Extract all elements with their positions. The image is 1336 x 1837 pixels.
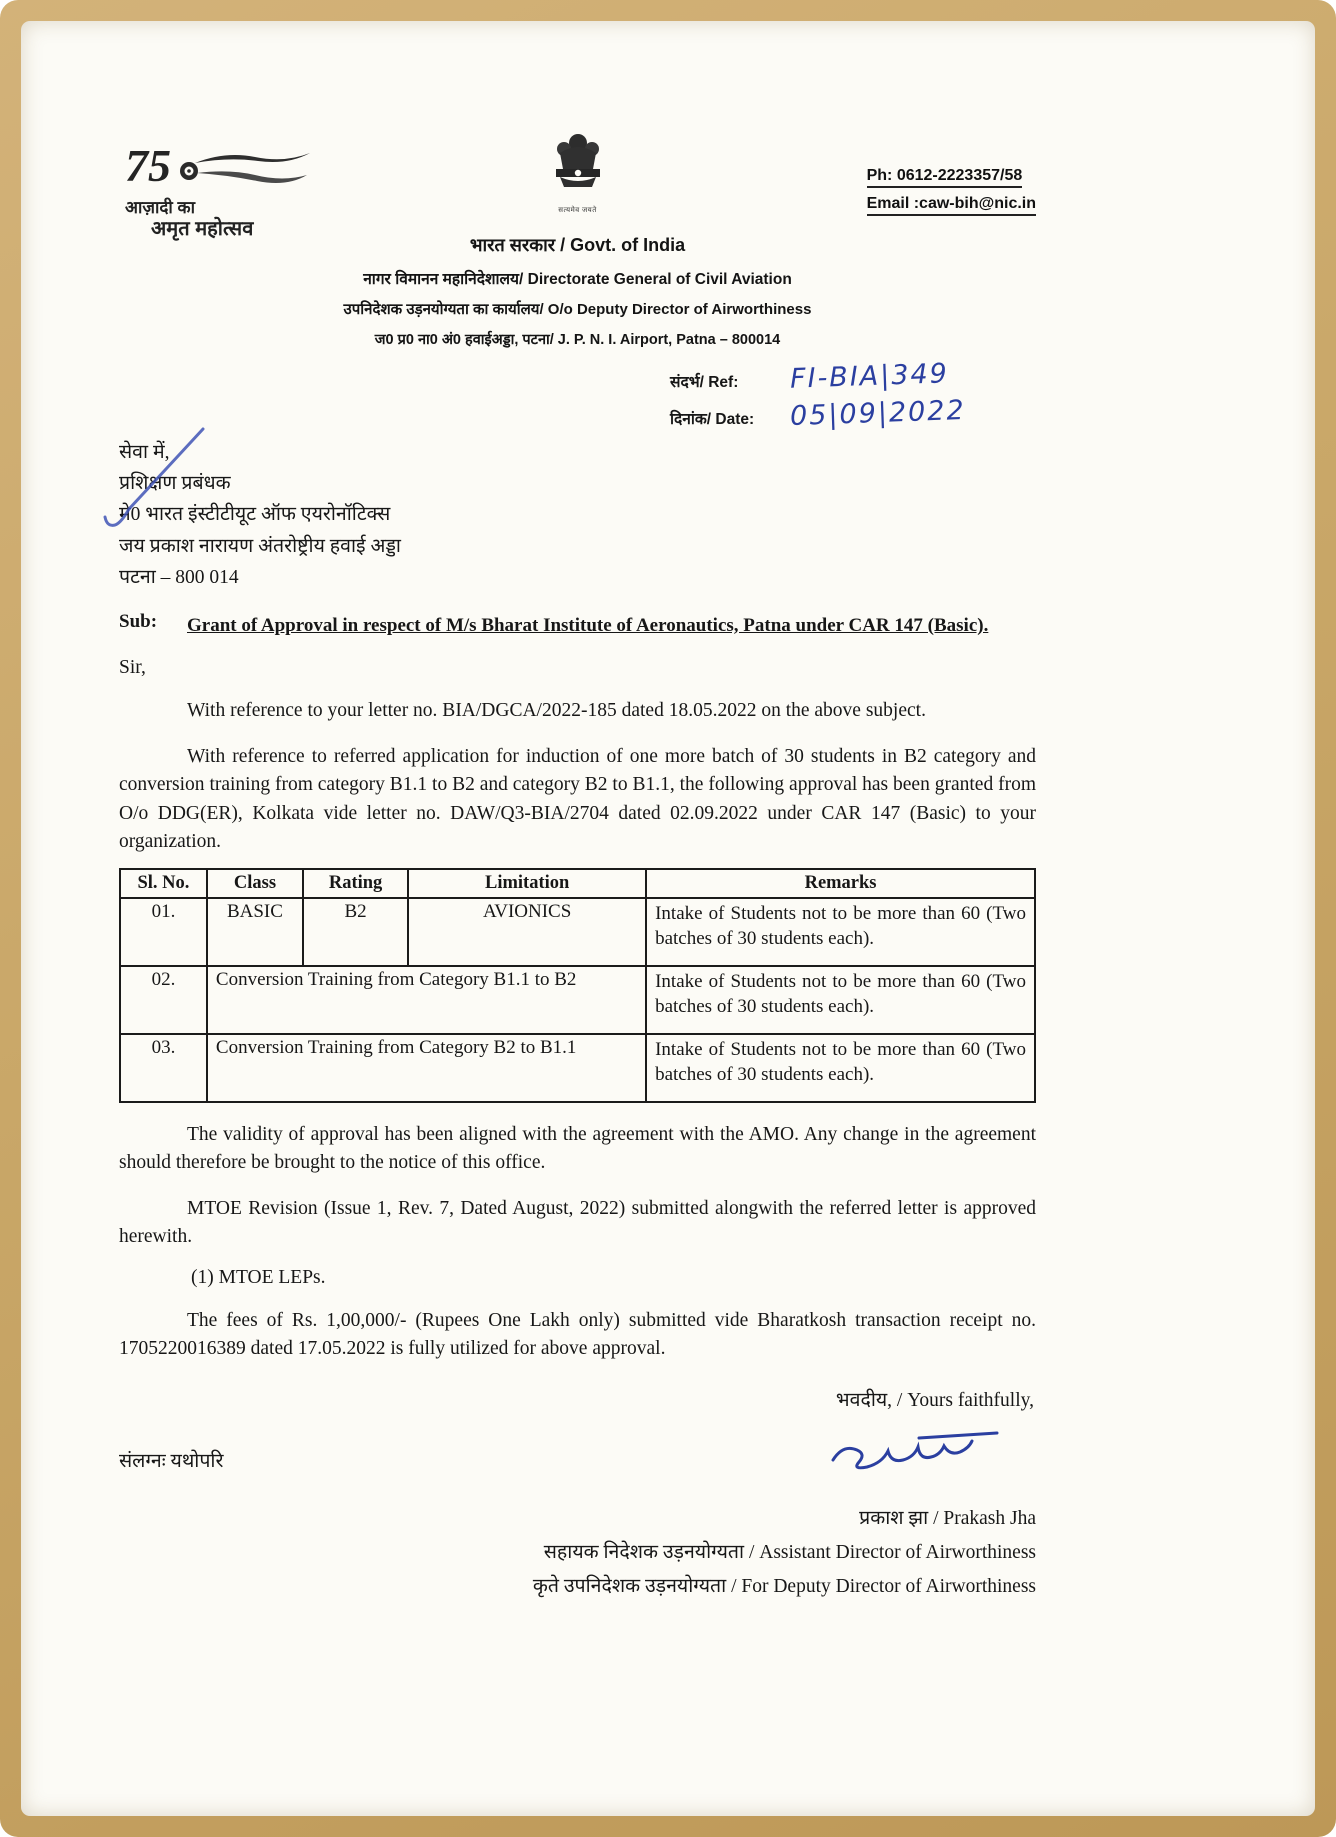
recipient-line-city-pin: पटना – 800 014 <box>119 566 239 588</box>
table-row <box>120 966 1035 1034</box>
letter-page <box>21 21 1315 1816</box>
reference-value-handwritten: FI-BIA|349 <box>789 358 950 395</box>
closing-row <box>119 1430 1036 1598</box>
paragraph-mtoe-revision: MTOE Revision (Issue 1, Rev. 7, Dated August, 2022) submitted alongwith the referred letter is approved herewith. <box>119 1197 1036 1247</box>
header-limitation: Limitation <box>408 869 646 898</box>
recipient-line-institute: मे0 भारत इंस्टीटीयूट ऑफ एयरोनॉटिक्स <box>119 504 391 526</box>
azadi-75-flag-icon <box>125 141 315 193</box>
header-sl-no: Sl. No. <box>120 869 207 898</box>
recipient-address <box>119 437 1036 593</box>
subject-line <box>119 611 1036 641</box>
header-class: Class <box>207 869 303 898</box>
svg-text:75: 75 <box>125 141 171 191</box>
table-row <box>120 1034 1035 1102</box>
cell-sl-no: 01. <box>120 898 207 966</box>
list-item-mtoe-leps: (1) MTOE LEPs. <box>191 1267 326 1289</box>
approval-table <box>119 868 1036 1103</box>
cell-remarks: Intake of Students not to be more than 60 (Two batches of 30 students each). <box>646 966 1035 1034</box>
cell-sl-no: 03. <box>120 1034 207 1102</box>
azadi-logo-text <box>125 198 315 241</box>
paragraph-fees: The fees of Rs. 1,00,000/- (Rupees One Lakh only) submitted vide Bharatkosh transaction receipt no. 1705220016389 dated 17.05.2022 is fully utilized for above approval. <box>119 1310 1036 1360</box>
azadi-logo-line1: आज़ादी का <box>125 198 196 217</box>
azadi-logo-line2: अमृत महोत्सव <box>151 217 254 240</box>
cell-remarks: Intake of Students not to be more than 60 (Two batches of 30 students each). <box>646 898 1035 966</box>
subject-text: Grant of Approval in respect of M/s Bharat Institute of Aeronautics, Patna under CAR 147 (Basic). <box>187 614 989 636</box>
azadi-ka-amrit-mahotsav-logo <box>125 141 315 241</box>
cell-remarks: Intake of Students not to be more than 60 (Two batches of 30 students each). <box>646 1034 1035 1102</box>
signatory-name: प्रकाश झा / Prakash Jha <box>859 1508 1036 1530</box>
paragraph-approval-granted: With reference to referred application for induction of one more batch of 30 students in B2 category and conversion training from category B1.1 to B2 and category B2 to B1.1, the following approval has been granted from O/o DDG(ER), Kolkata vide letter no. DAW/Q3-BIA/2704 dated 02.09.2022 under CAR 147 (Basic) to your organization. <box>119 746 1036 852</box>
cell-conversion-description: Conversion Training from Category B1.1 to B2 <box>207 966 646 1034</box>
cell-sl-no: 02. <box>120 966 207 1034</box>
email-address: Email :caw-bih@nic.in <box>867 195 1036 216</box>
ashoka-lion-capital-icon <box>546 129 610 203</box>
recipient-line-seva-mein: सेवा में, <box>119 442 170 463</box>
signatory-for-designation: कृते उपनिदेशक उड़नयोग्यता / For Deputy Director of Airworthiness <box>532 1576 1036 1598</box>
header-remarks: Remarks <box>646 869 1035 898</box>
reference-label: संदर्भ/ Ref: <box>670 374 739 391</box>
signature-block <box>533 1430 1036 1598</box>
recipient-line-airport: जय प्रकाश नारायण अंतरोष्ट्रीय हवाई अड्डा <box>119 535 401 557</box>
letterhead-office: उपनिदेशक उड़नयोग्यता का कार्यालय/ O/o Deputy Director of Airworthiness <box>343 301 812 318</box>
header-rating: Rating <box>303 869 408 898</box>
contact-block <box>867 167 1036 223</box>
letterhead-govt-of-india: भारत सरकार / Govt. of India <box>469 235 686 255</box>
paragraph-reference-letter: With reference to your letter no. BIA/DGCA/2022-185 dated 18.05.2022 on the above subject. <box>187 700 926 722</box>
sign-off: भवदीय, / Yours faithfully, <box>835 1390 1034 1412</box>
salutation: Sir, <box>119 657 146 679</box>
national-emblem <box>546 129 610 215</box>
table-row <box>120 898 1035 966</box>
masthead <box>119 137 1036 240</box>
signature-scribble <box>827 1430 1002 1476</box>
paragraph-validity: The validity of approval has been aligned with the agreement with the AMO. Any change in the agreement should therefore be brought to the notice of this office. <box>119 1123 1036 1173</box>
cell-class: BASIC <box>207 898 303 966</box>
date-value-handwritten: 05|09|2022 <box>789 394 967 433</box>
letter-content <box>119 21 1036 1598</box>
date-label: दिनांक/ Date: <box>670 411 755 428</box>
phone-number: Ph: 0612-2223357/58 <box>867 167 1023 188</box>
subject-label: Sub: <box>119 610 158 632</box>
date-row <box>670 394 1030 435</box>
letterhead <box>119 233 1036 349</box>
table-header-row <box>120 869 1035 898</box>
cell-limitation: AVIONICS <box>408 898 646 966</box>
ref-date-block <box>670 358 1030 435</box>
letterhead-airport-address: ज0 प्र0 ना0 अं0 हवाईअड्डा, पटना/ J. P. N. I. Airport, Patna – 800014 <box>374 332 781 348</box>
cell-conversion-description: Conversion Training from Category B2 to B1.1 <box>207 1034 646 1102</box>
signatory-designation: सहायक निदेशक उड़नयोग्यता / Assistant Director of Airworthiness <box>543 1542 1036 1564</box>
enclosure-note: संलग्नः यथोपरि <box>119 1451 224 1473</box>
cell-rating: B2 <box>303 898 408 966</box>
satyameva-jayate-motto: सत्यमेव जयते <box>558 206 597 214</box>
reference-row <box>670 358 1030 398</box>
recipient-line-training-manager: प्रशिक्षण प्रबंधक <box>119 473 231 495</box>
letterhead-dgca: नागर विमानन महानिदेशालय/ Directorate General of Civil Aviation <box>363 271 792 288</box>
